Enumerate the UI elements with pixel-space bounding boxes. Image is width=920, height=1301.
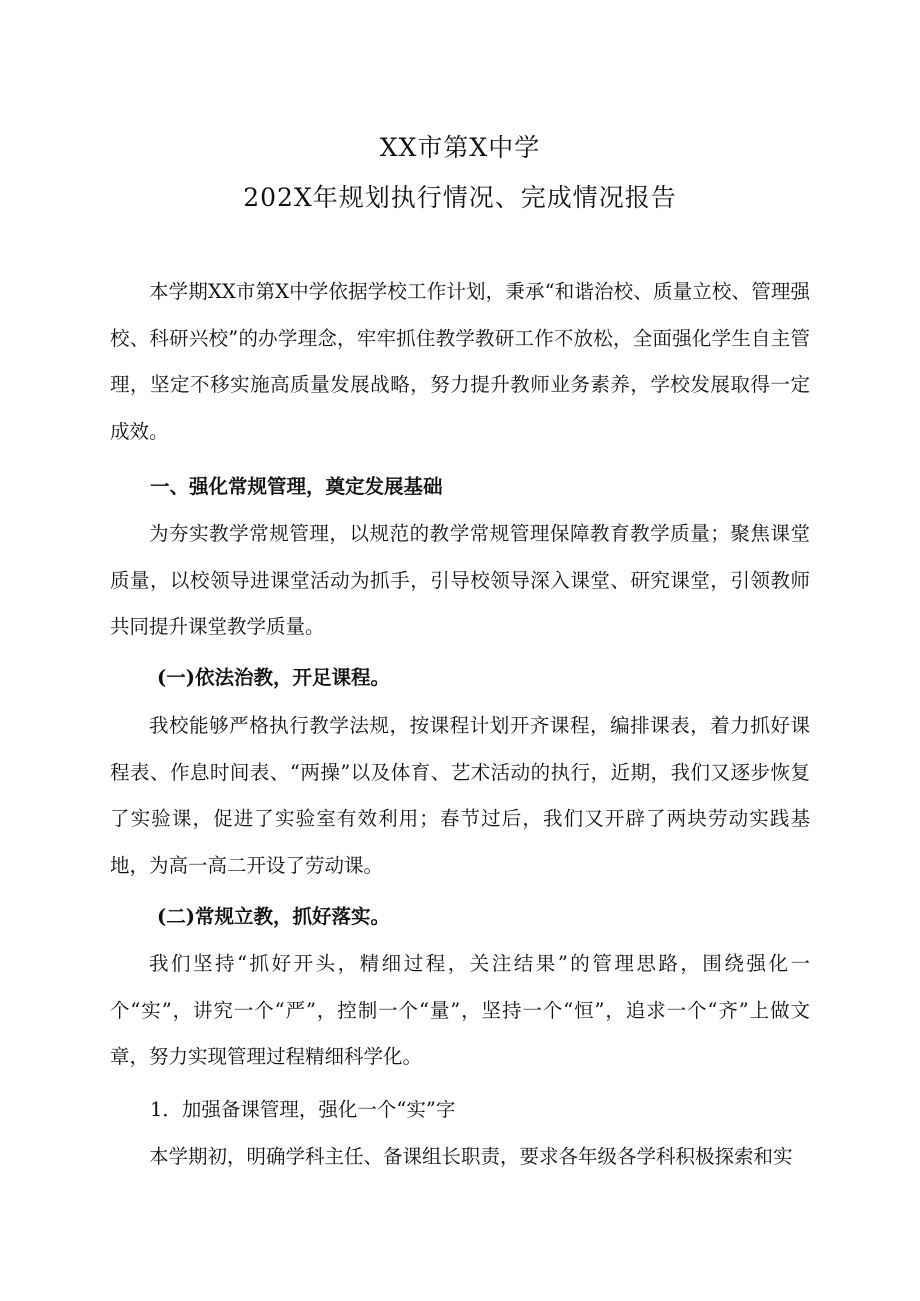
document-title-school: XX市第X中学 (379, 133, 541, 162)
subsection-heading-2: (二)常规立教，抓好落实。 (157, 905, 390, 928)
subsection-heading-1: (一)依法治教，开足课程。 (157, 666, 390, 689)
section-heading-1: 一、强化常规管理，奠定发展基础 (150, 475, 443, 498)
subsection-2-paragraph: 我们坚持“抓好开头，精细过程，关注结果”的管理思路，围绕强化一个“实”，讲究一个“严”，控制一个“量”，坚持一个“恒”，追求一个“齐”上做文章，努力实现管理过程精细科学化。 (110, 952, 810, 1068)
intro-paragraph: 本学期XX市第X中学依据学校工作计划，秉承“和谐治校、质量立校、管理强校、科研兴校”的办学理念，牢牢抓住教学教研工作不放松，全面强化学生自主管理，坚定不移实施高质量发展战略，努力提升教师业务素养，学校发展取得一定成效。 (110, 280, 810, 443)
document-title-report: 202X年规划执行情况、完成情况报告 (243, 183, 677, 212)
section-1-paragraph: 为夯实教学常规管理，以规范的教学常规管理保障教育教学质量；聚焦课堂质量，以校领导进课堂活动为抓手，引导校领导深入课堂、研究课堂，引领教师共同提升课堂教学质量。 (110, 522, 810, 638)
item-1-paragraph: 本学期初，明确学科主任、备课组长职责，要求各年级各学科积极探索和实 (149, 1145, 793, 1168)
item-heading-1: 1．加强备课管理，强化一个“实”字 (150, 1098, 456, 1121)
subsection-1-paragraph: 我校能够严格执行教学法规，按课程计划开齐课程，编排课表，着力抓好课程表、作息时间表、“两操”以及体育、艺术活动的执行，近期，我们又逐步恢复了实验课，促进了实验室有效利用；春节过后，我们又开辟了两块劳动实践基地，为高一高二开设了劳动课。 (110, 714, 810, 877)
